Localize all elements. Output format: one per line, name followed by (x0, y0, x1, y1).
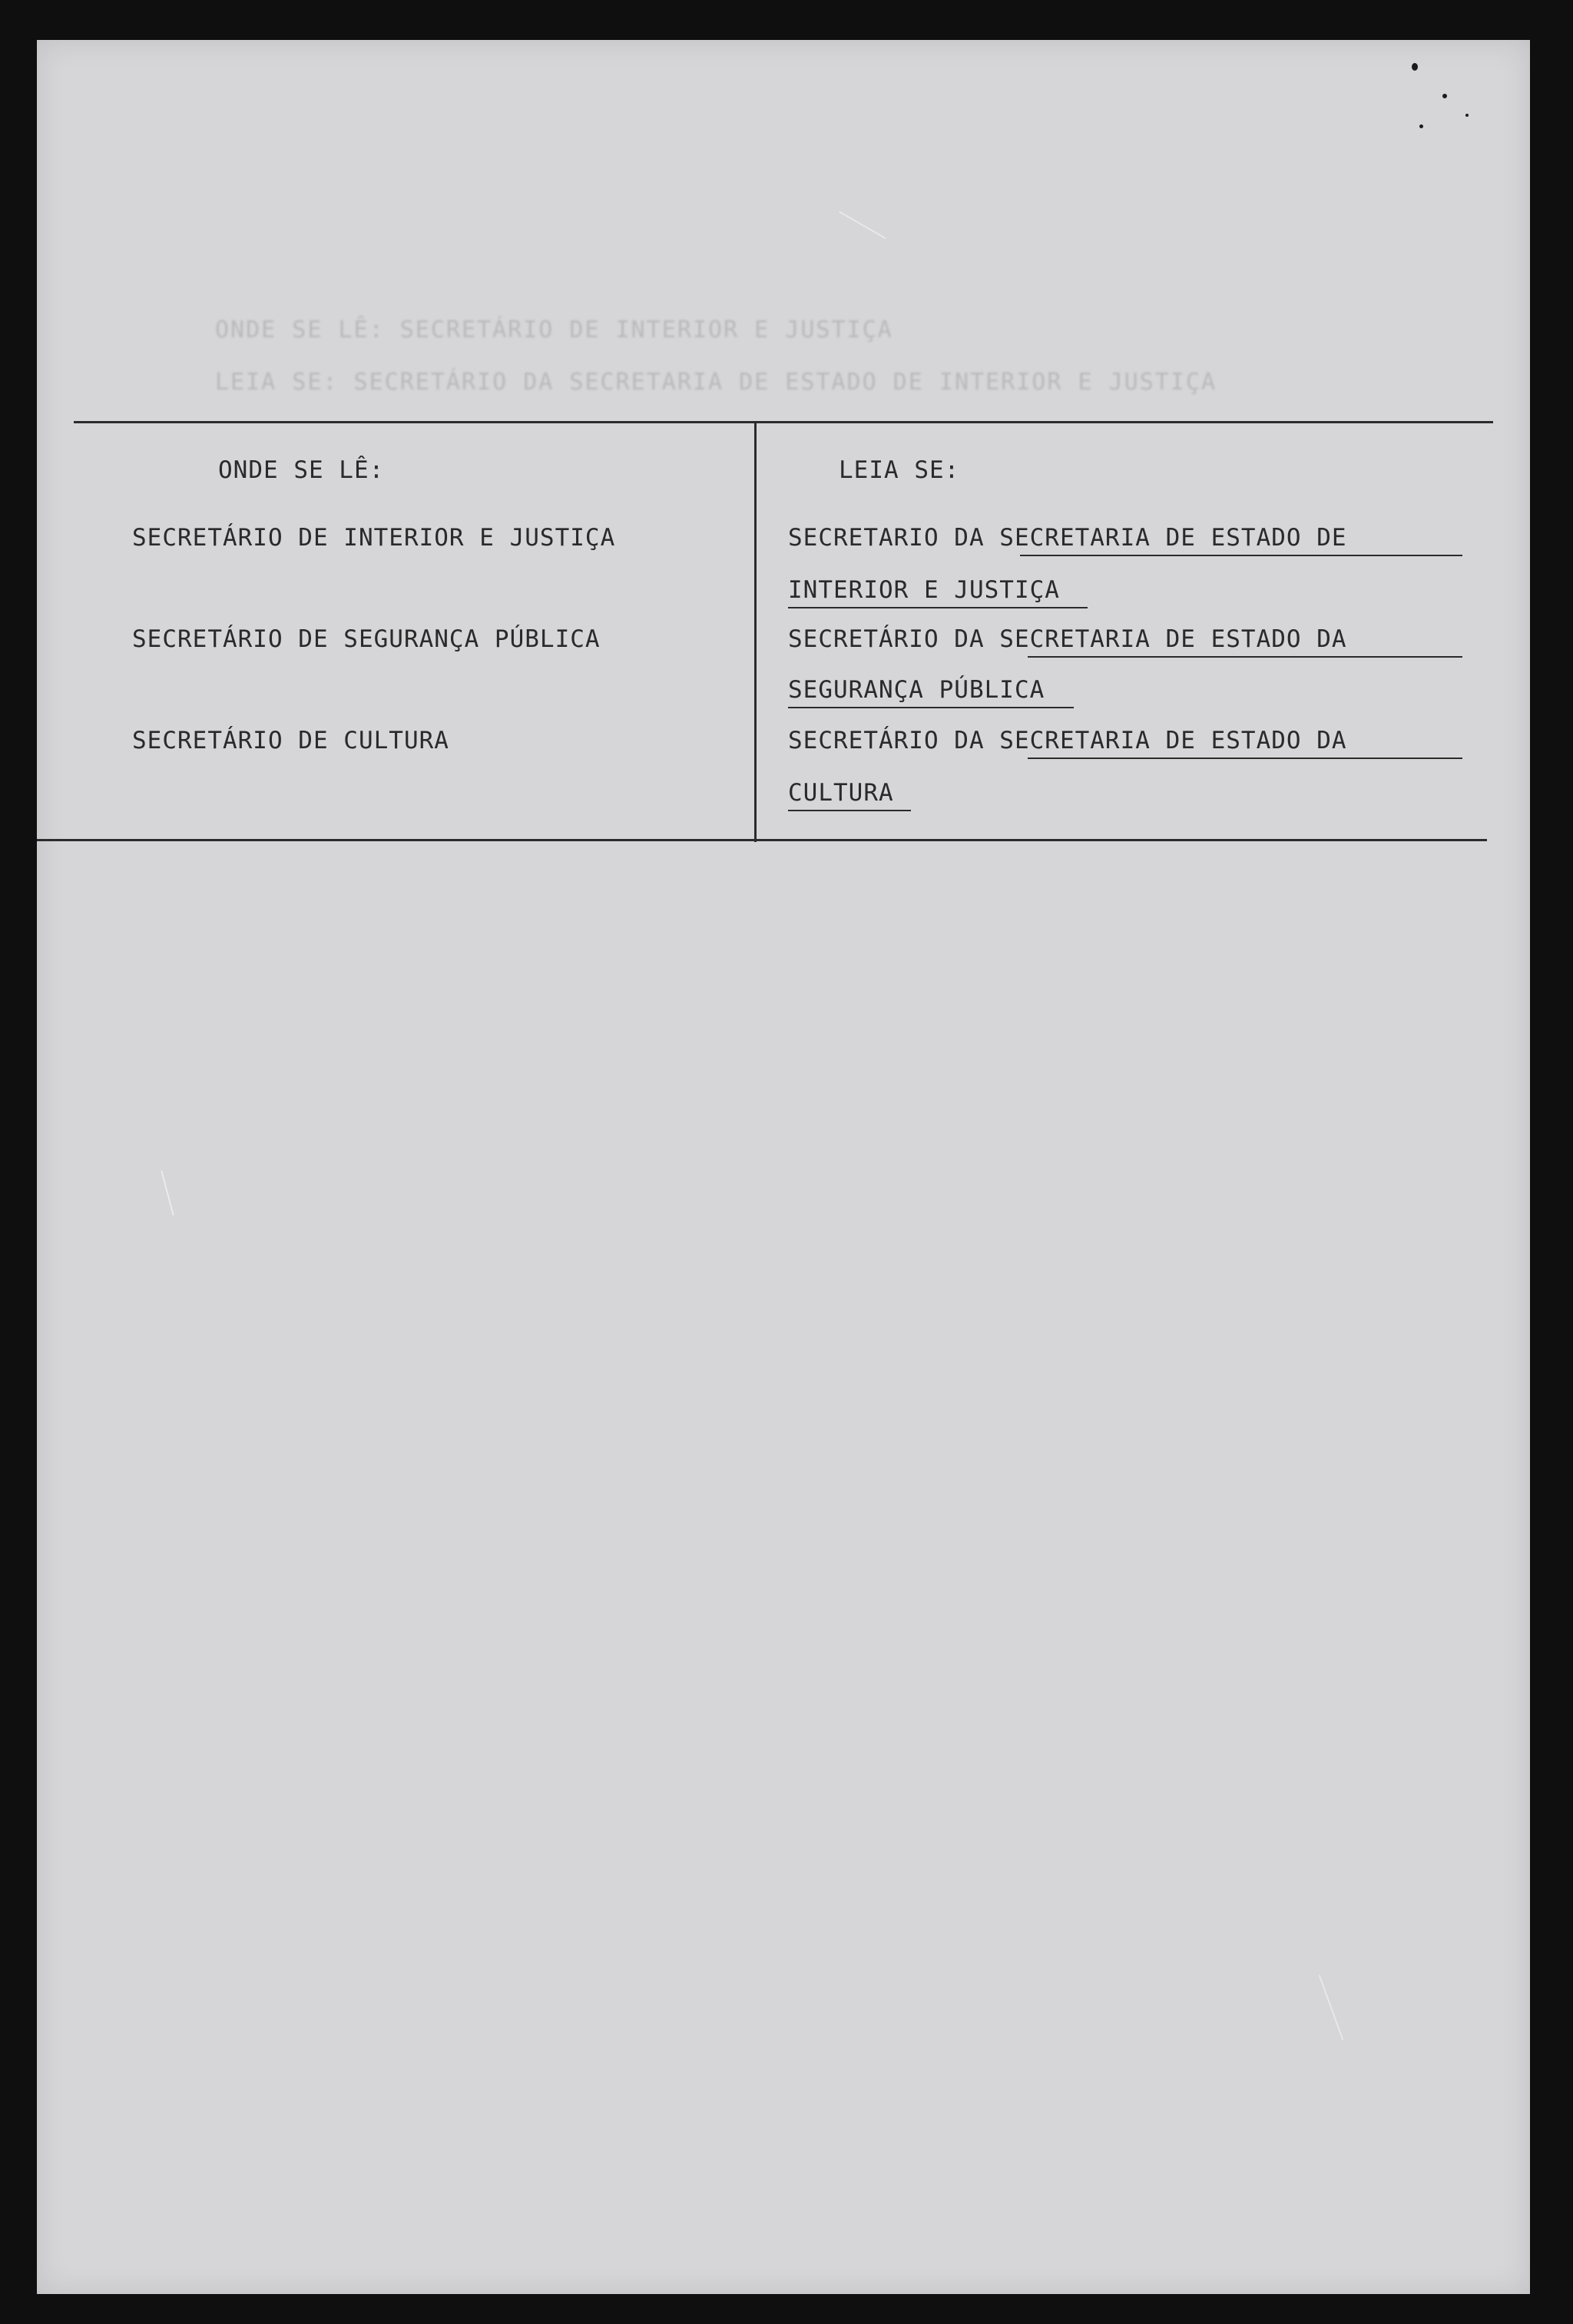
row-2-underline-b (788, 707, 1074, 708)
scan-scratch (1319, 1974, 1344, 2040)
row-1-corrected-line-1: SECRETARIO DA SECRETARIA DE ESTADO DE (788, 524, 1347, 552)
scan-scratch (839, 211, 886, 240)
row-3-corrected-line-1: SECRETÁRIO DA SECRETARIA DE ESTADO DA (788, 727, 1347, 754)
dust-speck (1465, 114, 1469, 117)
row-2-original-text: SECRETÁRIO DE SEGURANÇA PÚBLICA (132, 625, 601, 653)
ghost-text-line-1: ONDE SE LÊ: SECRETÁRIO DE INTERIOR E JUSTIÇA (215, 317, 893, 343)
table-bottom-rule (37, 839, 1487, 841)
dust-speck (1419, 124, 1423, 128)
dust-speck (1412, 63, 1418, 71)
column-header-onde-se-le: ONDE SE LÊ: (218, 456, 385, 484)
row-1-original-text: SECRETÁRIO DE INTERIOR E JUSTIÇA (132, 524, 616, 552)
paper-sheet (37, 40, 1530, 2294)
scan-scratch (161, 1171, 174, 1215)
row-3-underline-b (788, 810, 911, 811)
row-1-underline-b (788, 607, 1088, 608)
ghost-text-line-2: LEIA SE: SECRETÁRIO DA SECRETARIA DE ESTADO DE INTERIOR E JUSTIÇA (215, 369, 1217, 396)
row-3-underline-a (1028, 758, 1462, 759)
row-1-corrected-line-2: INTERIOR E JUSTIÇA (788, 576, 1060, 604)
row-3-corrected-line-2: CULTURA (788, 779, 894, 807)
row-2-corrected-line-2: SEGURANÇA PÚBLICA (788, 676, 1045, 704)
column-header-leia-se: LEIA SE: (839, 456, 960, 484)
dust-speck (1442, 94, 1447, 98)
row-2-corrected-line-1: SECRETÁRIO DA SECRETARIA DE ESTADO DA (788, 625, 1347, 653)
row-3-original-text: SECRETÁRIO DE CULTURA (132, 727, 449, 754)
table-top-rule (74, 421, 1493, 423)
table-center-divider (754, 421, 757, 842)
row-1-underline-a (1020, 555, 1462, 556)
row-2-underline-a (1028, 656, 1462, 658)
